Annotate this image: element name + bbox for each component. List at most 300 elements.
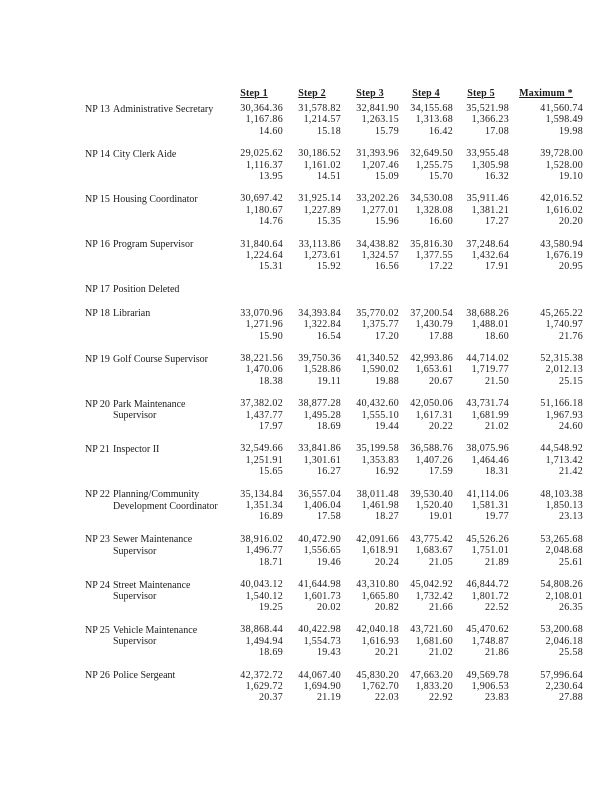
row-label — [85, 353, 225, 365]
column-header-step-3 — [341, 88, 399, 100]
position-title: City Clerk Aide — [113, 148, 177, 160]
biweekly-value: 1,224.64 — [245, 250, 283, 262]
biweekly-value: 1,554.73 — [303, 635, 341, 647]
biweekly-value: 1,301.61 — [303, 454, 341, 466]
hourly-value: 17.27 — [485, 216, 509, 228]
annual-value: 38,011.48 — [356, 488, 399, 500]
biweekly-value: 1,590.02 — [361, 364, 399, 376]
hourly-value: 15.79 — [375, 125, 399, 137]
row-label — [85, 670, 225, 682]
cell-step-1 — [225, 239, 283, 273]
cell-maximum — [509, 579, 583, 613]
biweekly-value: 1,496.77 — [245, 545, 283, 557]
biweekly-value: 1,430.79 — [415, 319, 453, 331]
biweekly-value: 1,616.93 — [361, 635, 399, 647]
table-row — [85, 443, 585, 477]
cell-step-5 — [453, 103, 509, 137]
biweekly-value: 1,694.90 — [303, 680, 341, 692]
annual-value: 49,569.78 — [466, 669, 509, 681]
cell-step-2 — [283, 193, 341, 227]
hourly-value: 20.82 — [375, 601, 399, 613]
position-code: NP 25 — [85, 624, 110, 636]
cell-step-1 — [225, 308, 283, 342]
hourly-value: 14.60 — [259, 125, 283, 137]
hourly-value: 20.95 — [559, 261, 583, 273]
hourly-value: 13.95 — [259, 171, 283, 183]
biweekly-value: 1,581.31 — [471, 500, 509, 512]
cell-step-2 — [283, 103, 341, 137]
annual-value: 35,816.30 — [410, 238, 453, 250]
annual-value: 47,663.20 — [410, 669, 453, 681]
hourly-value: 18.60 — [485, 330, 509, 342]
biweekly-value: 1,381.21 — [471, 204, 509, 216]
biweekly-value: 1,629.72 — [245, 680, 283, 692]
position-title: Street Maintenance Supervisor — [113, 579, 191, 602]
annual-value: 42,372.72 — [240, 669, 283, 681]
hourly-value: 24.60 — [559, 421, 583, 433]
column-header-step-4-label: Step 4 — [412, 88, 440, 99]
biweekly-value: 1,850.13 — [545, 500, 583, 512]
cell-maximum — [509, 624, 583, 658]
cell-step-4 — [399, 489, 453, 523]
cell-step-5 — [453, 489, 509, 523]
cell-step-1 — [225, 353, 283, 387]
hourly-value: 27.88 — [559, 692, 583, 704]
hourly-value: 16.56 — [375, 261, 399, 273]
biweekly-value: 1,732.42 — [415, 590, 453, 602]
position-status: Position Deleted — [113, 284, 180, 296]
table-row — [85, 308, 585, 342]
annual-value: 31,925.14 — [298, 193, 341, 205]
row-label — [85, 579, 225, 602]
row-label — [85, 148, 225, 160]
cell-step-4 — [399, 148, 453, 182]
position-title: Police Sergeant — [113, 670, 176, 682]
biweekly-value: 1,528.86 — [303, 364, 341, 376]
cell-maximum — [509, 534, 583, 568]
annual-value: 38,916.02 — [240, 533, 283, 545]
biweekly-value: 1,366.23 — [471, 114, 509, 126]
hourly-value: 18.31 — [485, 466, 509, 478]
biweekly-value: 1,601.73 — [303, 590, 341, 602]
hourly-value: 18.71 — [259, 556, 283, 568]
hourly-value: 15.18 — [317, 125, 341, 137]
hourly-value: 19.43 — [317, 647, 341, 659]
position-code: NP 19 — [85, 353, 110, 365]
annual-value: 43,310.80 — [356, 579, 399, 591]
annual-value: 41,340.52 — [356, 353, 399, 364]
cell-step-3 — [341, 353, 399, 387]
annual-value: 53,200.68 — [540, 624, 583, 636]
annual-value: 41,114.06 — [466, 488, 509, 500]
biweekly-value: 1,116.37 — [245, 159, 283, 171]
cell-step-2 — [283, 624, 341, 658]
hourly-value: 15.96 — [375, 216, 399, 228]
annual-value: 43,731.74 — [466, 398, 509, 410]
hourly-value: 15.70 — [429, 171, 453, 183]
annual-value: 33,070.96 — [240, 307, 283, 319]
hourly-value: 17.08 — [485, 125, 509, 137]
annual-value: 51,166.18 — [540, 398, 583, 410]
cell-step-4 — [399, 308, 453, 342]
cell-step-4 — [399, 398, 453, 432]
cell-step-5 — [453, 353, 509, 387]
table-row — [85, 579, 585, 613]
cell-step-5 — [453, 308, 509, 342]
position-code: NP 16 — [85, 239, 110, 251]
cell-maximum — [509, 489, 583, 523]
cell-step-5 — [453, 148, 509, 182]
hourly-value: 20.37 — [259, 692, 283, 704]
cell-step-5 — [453, 670, 509, 704]
hourly-value: 21.02 — [485, 421, 509, 433]
biweekly-value: 1,528.00 — [545, 159, 583, 171]
table-row — [85, 670, 585, 704]
cell-maximum — [509, 443, 583, 477]
row-label — [85, 103, 225, 115]
hourly-value: 15.92 — [317, 261, 341, 273]
annual-value: 38,688.26 — [466, 307, 509, 319]
position-title: Park Maintenance Supervisor — [113, 398, 186, 422]
table-row — [85, 534, 585, 568]
biweekly-value: 1,681.99 — [471, 409, 509, 421]
biweekly-value: 1,748.87 — [471, 635, 509, 647]
hourly-value: 15.09 — [375, 171, 399, 183]
cell-step-3 — [341, 579, 399, 613]
hourly-value: 15.65 — [259, 466, 283, 478]
annual-value: 38,075.96 — [466, 443, 509, 455]
column-header-step-3-label: Step 3 — [356, 88, 384, 99]
biweekly-value: 1,751.01 — [471, 545, 509, 557]
annual-value: 40,043.12 — [240, 579, 283, 591]
row-label — [85, 193, 225, 205]
hourly-value: 16.42 — [429, 125, 453, 137]
annual-value: 31,840.64 — [240, 238, 283, 250]
row-label — [85, 624, 225, 647]
hourly-value: 21.66 — [429, 601, 453, 613]
biweekly-value: 1,616.02 — [545, 204, 583, 216]
column-header-maximum — [509, 88, 583, 100]
biweekly-value: 1,255.75 — [415, 159, 453, 171]
hourly-value: 19.25 — [259, 601, 283, 613]
annual-value: 33,202.26 — [356, 193, 399, 205]
hourly-value: 18.38 — [259, 375, 283, 387]
position-title: Librarian — [113, 308, 151, 320]
annual-value: 30,186.52 — [298, 148, 341, 160]
cell-step-4 — [399, 353, 453, 387]
annual-value: 52,315.38 — [540, 353, 583, 364]
hourly-value: 21.76 — [559, 330, 583, 342]
row-label — [85, 398, 225, 421]
biweekly-value: 1,353.83 — [361, 454, 399, 466]
biweekly-value: 1,214.57 — [303, 114, 341, 126]
position-code: NP 15 — [85, 193, 110, 205]
biweekly-value: 1,653.61 — [415, 364, 453, 376]
hourly-value: 21.02 — [429, 647, 453, 659]
hourly-value: 17.58 — [317, 511, 341, 523]
hourly-value: 15.35 — [317, 216, 341, 228]
hourly-value: 14.76 — [259, 216, 283, 228]
cell-step-5 — [453, 534, 509, 568]
annual-value: 35,134.84 — [240, 488, 283, 500]
hourly-value: 19.77 — [485, 511, 509, 523]
annual-value: 45,470.62 — [466, 624, 509, 636]
cell-step-4 — [399, 193, 453, 227]
annual-value: 35,199.58 — [356, 443, 399, 455]
cell-step-2 — [283, 579, 341, 613]
hourly-value: 21.42 — [559, 466, 583, 478]
column-header-maximum-label: Maximum * — [519, 88, 573, 99]
cell-step-4 — [399, 670, 453, 704]
cell-step-3 — [341, 489, 399, 523]
hourly-value: 17.59 — [429, 466, 453, 478]
hourly-value: 15.31 — [259, 261, 283, 273]
cell-step-5 — [453, 443, 509, 477]
annual-value: 34,393.84 — [298, 307, 341, 319]
biweekly-value: 2,108.01 — [545, 590, 583, 602]
annual-value: 32,841.90 — [356, 103, 399, 114]
hourly-value: 19.01 — [429, 511, 453, 523]
cell-maximum — [509, 398, 583, 432]
cell-step-3 — [341, 670, 399, 704]
biweekly-value: 1,665.80 — [361, 590, 399, 602]
hourly-value: 19.98 — [559, 125, 583, 137]
annual-value: 37,382.02 — [240, 398, 283, 410]
hourly-value: 21.50 — [485, 375, 509, 387]
table-row — [85, 103, 585, 137]
hourly-value: 18.27 — [375, 511, 399, 523]
biweekly-value: 1,464.46 — [471, 454, 509, 466]
hourly-value: 19.10 — [559, 171, 583, 183]
biweekly-value: 1,470.06 — [245, 364, 283, 376]
biweekly-value: 1,762.70 — [361, 680, 399, 692]
biweekly-value: 1,906.53 — [471, 680, 509, 692]
row-label — [85, 534, 225, 557]
cell-step-2 — [283, 239, 341, 273]
biweekly-value: 1,375.77 — [361, 319, 399, 331]
table-row — [85, 398, 585, 432]
salary-schedule-table — [85, 88, 585, 715]
hourly-value: 17.22 — [429, 261, 453, 273]
position-code: NP 22 — [85, 489, 110, 501]
annual-value: 34,438.82 — [356, 238, 399, 250]
cell-step-5 — [453, 193, 509, 227]
annual-value: 42,040.18 — [356, 624, 399, 636]
hourly-value: 25.15 — [559, 375, 583, 387]
annual-value: 38,221.56 — [240, 353, 283, 364]
position-code: NP 26 — [85, 670, 110, 682]
cell-step-2 — [283, 489, 341, 523]
table-row — [85, 148, 585, 182]
cell-step-4 — [399, 624, 453, 658]
biweekly-value: 1,207.46 — [361, 159, 399, 171]
hourly-value: 19.46 — [317, 556, 341, 568]
hourly-value: 22.52 — [485, 601, 509, 613]
biweekly-value: 1,495.28 — [303, 409, 341, 421]
annual-value: 39,728.00 — [540, 148, 583, 160]
annual-value: 34,530.08 — [410, 193, 453, 205]
row-label — [85, 239, 225, 251]
cell-step-3 — [341, 624, 399, 658]
row-label — [85, 284, 583, 296]
biweekly-value: 1,540.12 — [245, 590, 283, 602]
annual-value: 35,521.98 — [466, 103, 509, 114]
cell-step-4 — [399, 443, 453, 477]
annual-value: 33,113.86 — [298, 238, 341, 250]
hourly-value: 26.35 — [559, 601, 583, 613]
hourly-value: 17.91 — [485, 261, 509, 273]
hourly-value: 14.51 — [317, 171, 341, 183]
annual-value: 43,580.94 — [540, 238, 583, 250]
cell-step-3 — [341, 534, 399, 568]
cell-step-3 — [341, 398, 399, 432]
cell-step-2 — [283, 398, 341, 432]
position-code: NP 18 — [85, 308, 110, 320]
biweekly-value: 1,719.77 — [471, 364, 509, 376]
cell-step-5 — [453, 579, 509, 613]
hourly-value: 20.22 — [429, 421, 453, 433]
table-row-deleted — [85, 284, 585, 296]
cell-step-1 — [225, 443, 283, 477]
biweekly-value: 1,406.04 — [303, 500, 341, 512]
row-label — [85, 308, 225, 320]
biweekly-value: 1,273.61 — [303, 250, 341, 262]
biweekly-value: 1,324.57 — [361, 250, 399, 262]
biweekly-value: 1,277.01 — [361, 204, 399, 216]
column-header-step-2-label: Step 2 — [298, 88, 326, 99]
cell-step-2 — [283, 308, 341, 342]
cell-maximum — [509, 239, 583, 273]
biweekly-value: 1,618.91 — [361, 545, 399, 557]
annual-value: 45,265.22 — [540, 307, 583, 319]
position-code: NP 24 — [85, 579, 110, 591]
cell-step-1 — [225, 670, 283, 704]
cell-step-1 — [225, 193, 283, 227]
cell-step-3 — [341, 103, 399, 137]
annual-value: 40,472.90 — [298, 533, 341, 545]
biweekly-value: 2,230.64 — [545, 680, 583, 692]
annual-value: 45,830.20 — [356, 669, 399, 681]
hourly-value: 23.13 — [559, 511, 583, 523]
annual-value: 45,042.92 — [410, 579, 453, 591]
cell-step-4 — [399, 579, 453, 613]
cell-step-1 — [225, 534, 283, 568]
table-row — [85, 489, 585, 523]
annual-value: 32,549.66 — [240, 443, 283, 455]
annual-value: 37,200.54 — [410, 307, 453, 319]
hourly-value: 19.88 — [375, 375, 399, 387]
row-label — [85, 489, 225, 512]
hourly-value: 18.69 — [259, 647, 283, 659]
cell-step-2 — [283, 670, 341, 704]
cell-maximum — [509, 308, 583, 342]
cell-step-1 — [225, 489, 283, 523]
position-title: Sewer Maintenance Supervisor — [113, 534, 193, 557]
annual-value: 32,649.50 — [410, 148, 453, 160]
hourly-value: 16.89 — [259, 511, 283, 523]
hourly-value: 20.20 — [559, 216, 583, 228]
row-label — [85, 443, 225, 455]
cell-step-4 — [399, 103, 453, 137]
annual-value: 54,808.26 — [540, 579, 583, 591]
annual-value: 33,841.86 — [298, 443, 341, 455]
biweekly-value: 1,555.10 — [361, 409, 399, 421]
biweekly-value: 1,801.72 — [471, 590, 509, 602]
biweekly-value: 1,351.34 — [245, 500, 283, 512]
hourly-value: 15.90 — [259, 330, 283, 342]
biweekly-value: 2,048.68 — [545, 545, 583, 557]
annual-value: 31,578.82 — [298, 103, 341, 114]
annual-value: 42,016.52 — [540, 193, 583, 205]
annual-value: 42,091.66 — [356, 533, 399, 545]
annual-value: 34,155.68 — [410, 103, 453, 114]
biweekly-value: 1,461.98 — [361, 500, 399, 512]
annual-value: 53,265.68 — [540, 533, 583, 545]
position-code: NP 13 — [85, 103, 110, 115]
annual-value: 42,993.86 — [410, 353, 453, 364]
cell-step-5 — [453, 624, 509, 658]
annual-value: 36,557.04 — [298, 488, 341, 500]
biweekly-value: 1,676.19 — [545, 250, 583, 262]
column-header-step-4 — [399, 88, 453, 100]
biweekly-value: 1,251.91 — [245, 454, 283, 466]
hourly-value: 16.92 — [375, 466, 399, 478]
annual-value: 36,588.76 — [410, 443, 453, 455]
biweekly-value: 1,520.40 — [415, 500, 453, 512]
column-header-step-5 — [453, 88, 509, 100]
annual-value: 31,393.96 — [356, 148, 399, 160]
position-title: Housing Coordinator — [113, 193, 198, 205]
cell-maximum — [509, 193, 583, 227]
biweekly-value: 1,322.84 — [303, 319, 341, 331]
biweekly-value: 1,263.15 — [361, 114, 399, 126]
annual-value: 38,877.28 — [298, 398, 341, 410]
hourly-value: 21.19 — [317, 692, 341, 704]
annual-value: 41,644.98 — [298, 579, 341, 591]
cell-step-3 — [341, 148, 399, 182]
annual-value: 41,560.74 — [540, 103, 583, 114]
position-code: NP 23 — [85, 534, 110, 546]
hourly-value: 16.54 — [317, 330, 341, 342]
cell-step-1 — [225, 398, 283, 432]
hourly-value: 16.60 — [429, 216, 453, 228]
annual-value: 43,775.42 — [410, 533, 453, 545]
cell-step-3 — [341, 193, 399, 227]
cell-step-3 — [341, 308, 399, 342]
cell-step-2 — [283, 148, 341, 182]
biweekly-value: 1,167.86 — [245, 114, 283, 126]
column-header-step-1 — [225, 88, 283, 100]
position-code: NP 20 — [85, 398, 110, 410]
column-header-step-5-label: Step 5 — [467, 88, 495, 99]
biweekly-value: 1,161.02 — [303, 159, 341, 171]
table-row — [85, 193, 585, 227]
hourly-value: 17.97 — [259, 421, 283, 433]
cell-step-1 — [225, 624, 283, 658]
cell-step-4 — [399, 239, 453, 273]
annual-value: 44,714.02 — [466, 353, 509, 364]
position-title: Golf Course Supervisor — [113, 353, 208, 365]
annual-value: 39,530.40 — [410, 488, 453, 500]
annual-value: 57,996.64 — [540, 669, 583, 681]
biweekly-value: 1,967.93 — [545, 409, 583, 421]
hourly-value: 23.83 — [485, 692, 509, 704]
hourly-value: 20.21 — [375, 647, 399, 659]
table-header — [85, 88, 585, 100]
position-title: Administrative Secretary — [113, 103, 214, 115]
annual-value: 30,364.36 — [240, 103, 283, 114]
table-row — [85, 624, 585, 658]
